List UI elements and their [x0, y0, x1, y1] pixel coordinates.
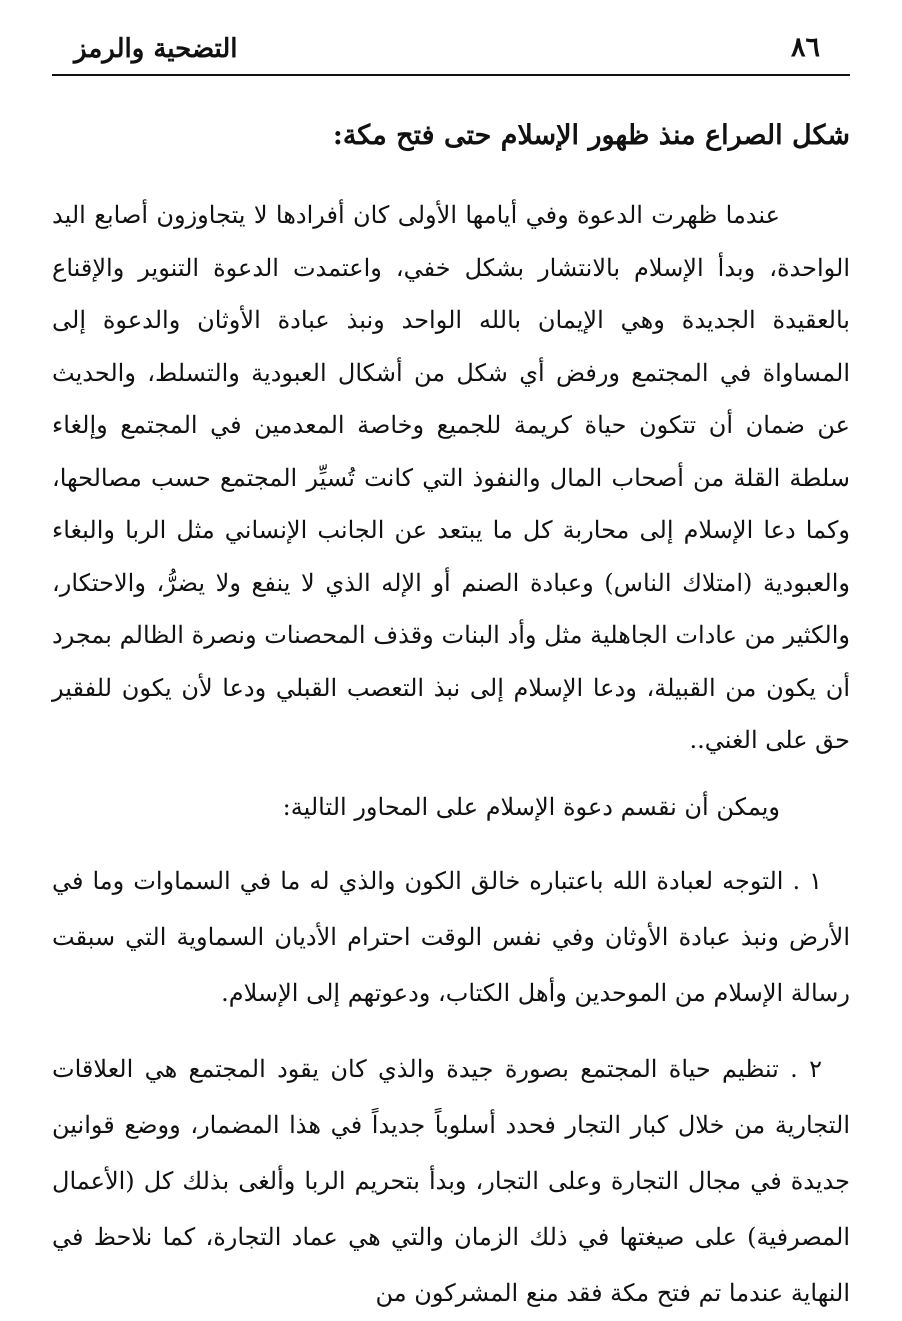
lead-paragraph: ويمكن أن نقسم دعوة الإسلام على المحاور التالية:	[282, 792, 780, 821]
section-heading: شكل الصراع منذ ظهور الإسلام حتى فتح مكة:	[332, 120, 850, 151]
list-item-2: ٢ . تنظيم حياة المجتمع بصورة جيدة والذي كان يقود المجتمع هي العلاقات التجارية من خلال كبار التجار فحدد أسلوباً جديداً في هذا المضمار، ووضع قوانين جديدة في مجال التجارة وعلى التجار، وبدأ بتحريم الربا وألغى بذلك كل (الأعمال المصرفية) على صيغتها في ذلك الزمان والتي هي عماد التجارة، كما نلاحظ في النهاية عندما تم فتح مكة فقد منع المشركون من	[52, 1054, 850, 1307]
page-body	[52, 115, 850, 1321]
page-header	[52, 30, 850, 76]
intro-paragraph: عندما ظهرت الدعوة وفي أيامها الأولى كان أفرادها لا يتجاوزون أصابع اليد الواحدة، وبدأ الإسلام بالانتشار بشكل خفي، واعتمدت الدعوة التنوير والإقناع بالعقيدة الجديدة وهي الإيمان بالله الواحد ونبذ عبادة الأوثان والدعوة إلى المساواة في المجتمع ورفض أي شكل من أشكال العبودية والتسلط، والحديث عن ضمان أن تتكون حياة كريمة للجميع وخاصة المعدمين في المجتمع وإلغاء سلطة القلة من أصحاب المال والنفوذ التي كانت تُسيِّر المجتمع حسب مصالحها، وكما دعا الإسلام إلى محاربة كل ما يبتعد عن الجانب الإنساني مثل الربا والبغاء والعبودية (امتلاك الناس) وعبادة الصنم أو الإله الذي لا ينفع ولا يضرُّ، والاحتكار، والكثير من عادات الجاهلية مثل وأد البنات وقذف المحصنات ونصرة الظالم بمجرد أن يكون من القبيلة، ودعا الإسلام إلى نبذ التعصب القبلي ودعا لأن يكون للفقير حق على الغني..	[52, 201, 851, 754]
page-number: ٨٦	[790, 32, 820, 63]
list-item-1: ١ . التوجه لعبادة الله باعتباره خالق الكون والذي له ما في السماوات وما في الأرض ونبذ عبادة الأوثان وفي نفس الوقت احترام الأديان السماوية التي سبقت رسالة الإسلام من الموحدين وأهل الكتاب، ودعوتهم إلى الإسلام.	[52, 866, 850, 1007]
running-title: التضحية والرمز	[74, 34, 238, 64]
